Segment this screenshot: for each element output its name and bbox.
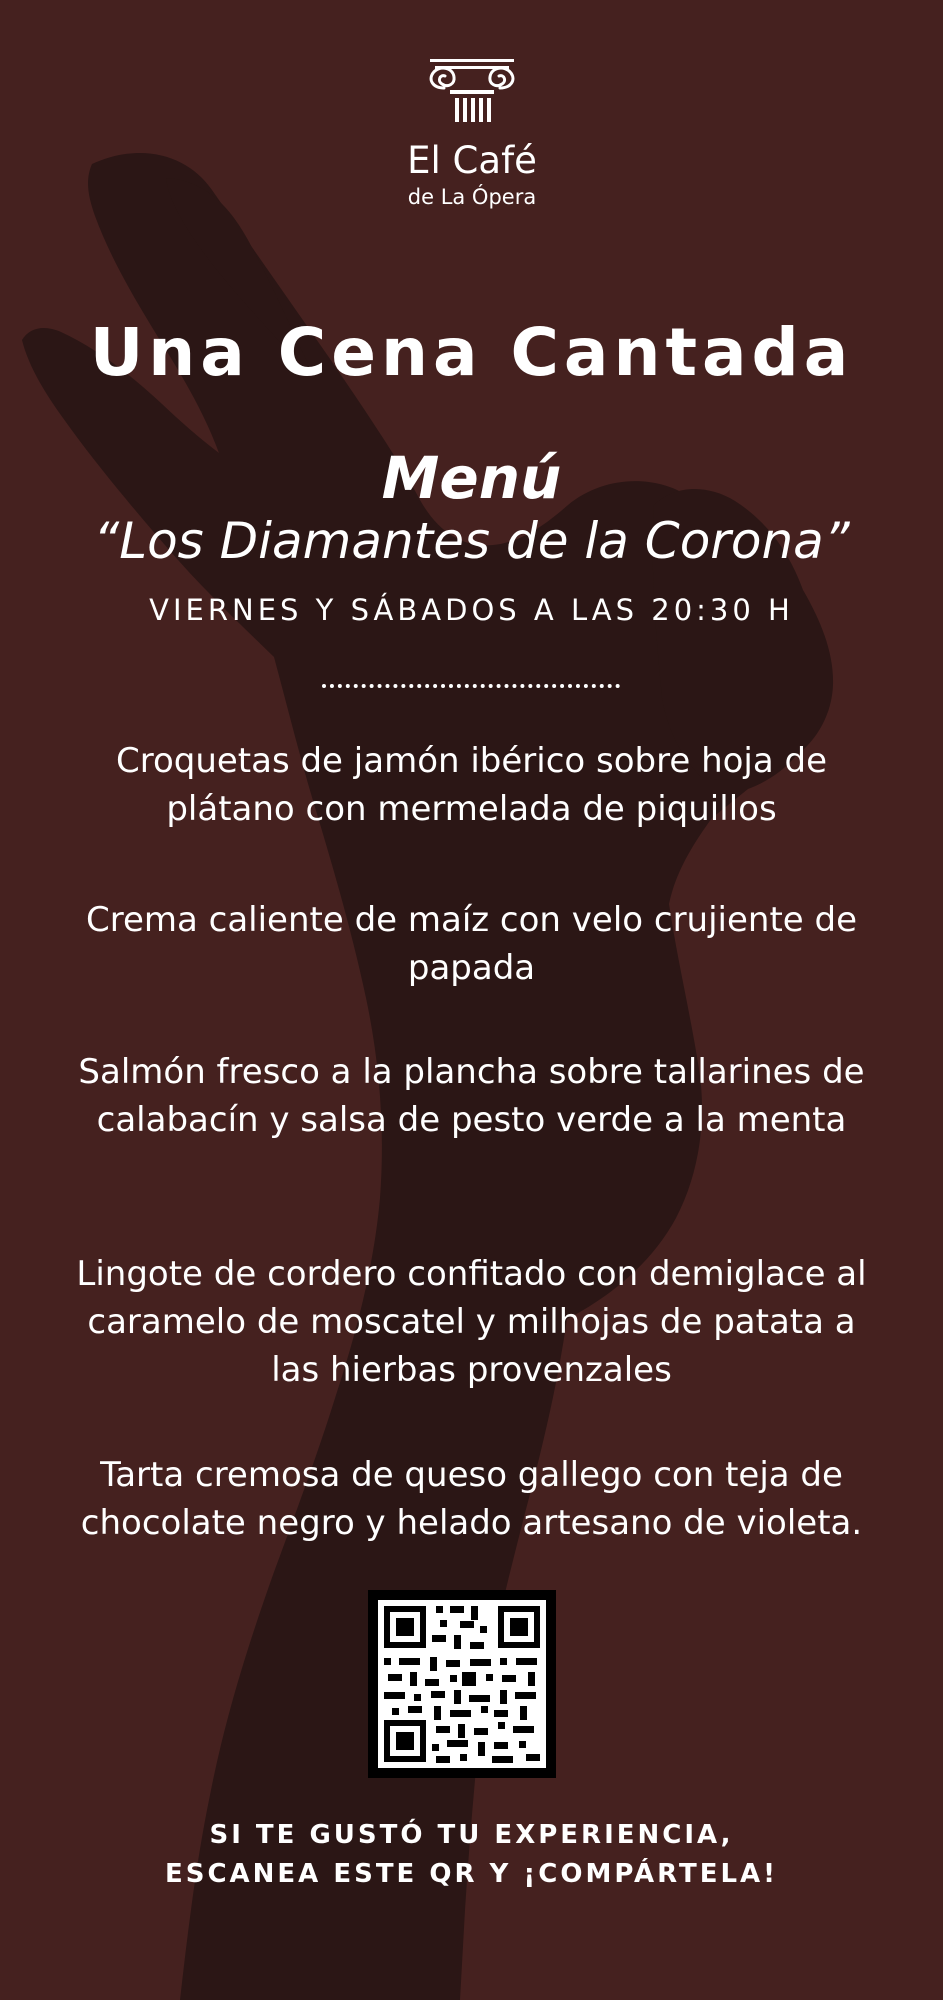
logo-name: El Café [407,139,537,182]
dish-item: Salmón fresco a la plancha sobre tallarines de calabacín y salsa de pesto verde a la menta [78,1052,865,1140]
cta-line-2: ESCANEA ESTE QR Y ¡COMPÁRTELA! [164,1859,779,1889]
cta-line-1: SI TE GUSTÓ TU EXPERIENCIA, [209,1820,734,1850]
qr-code[interactable] [368,1590,556,1778]
qr-code-icon [368,1590,556,1778]
event-title: Una Cena Cantada [89,314,854,391]
cafe-logo [405,55,539,209]
ionic-column-capital-icon [424,55,520,135]
schedule-text: VIERNES Y SÁBADOS A LAS 20:30 H [149,593,794,627]
dish-item: Tarta cremosa de queso gallego con teja de chocolate negro y helado artesano de violeta. [80,1455,863,1543]
qr-call-to-action [0,1816,943,1894]
menu-name: “Los Diamantes de la Corona” [93,512,850,570]
logo-subtitle: de La Ópera [407,185,537,209]
dish-item: Croquetas de jamón ibérico sobre hoja de plátano con mermelada de piquillos [115,741,828,829]
dotted-divider [322,684,620,688]
dish-item: Crema caliente de maíz con velo crujiente de papada [85,900,858,988]
dish-item: Lingote de cordero confitado con demiglace al caramelo de moscatel y milhojas de patata a las hierbas provenzales [76,1254,867,1390]
menu-label: Menú [381,444,562,512]
